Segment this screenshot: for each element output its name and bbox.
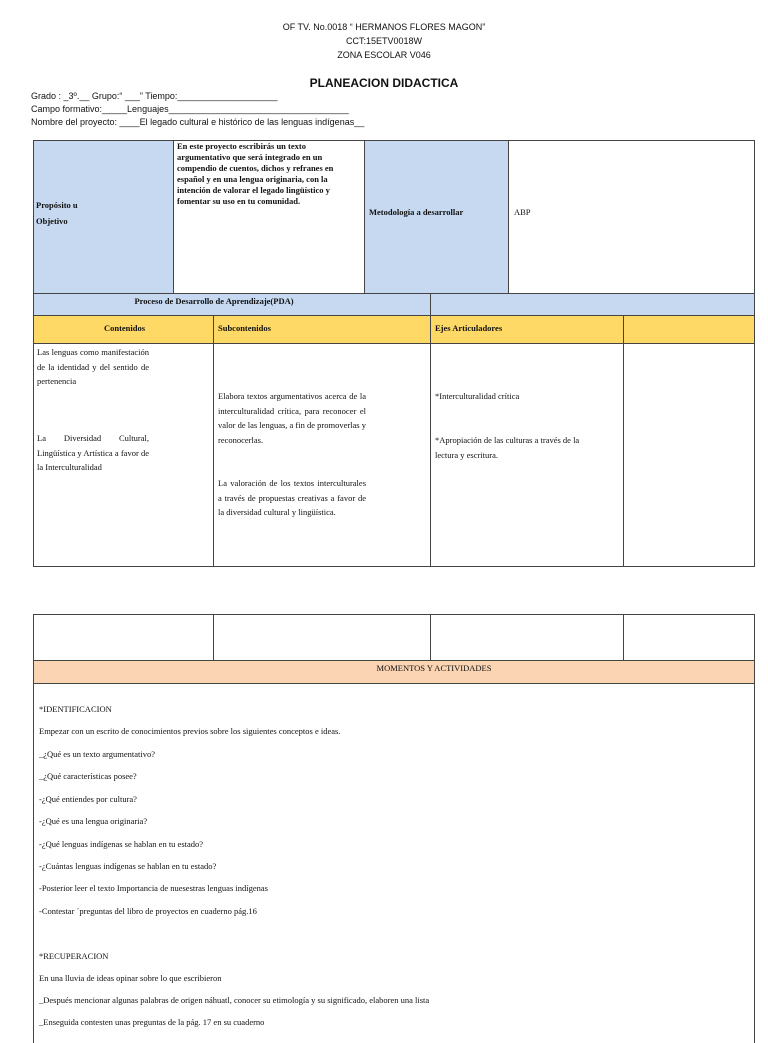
subcontenidos-header — [213, 315, 431, 344]
project-line: Nombre del proyecto: ____El legado cultural e histórico de las lenguas indígenas__ — [31, 117, 365, 127]
momentos-header — [33, 660, 755, 684]
method-label-cell — [364, 140, 509, 294]
pda-label: Proceso de Desarrollo de Aprendizaje(PDA) — [134, 296, 294, 306]
school-cct: CCT:15ETV0018W — [345, 36, 423, 46]
method-label: Metodología a desarrollar — [369, 207, 464, 217]
purpose-text-cell — [173, 140, 365, 294]
activity-line: *IDENTIFICACION — [39, 704, 112, 714]
activity-line: _Después mencionar algunas palabras de origen náhuatl, conocer su etimología y su significado, elaboren una lista — [39, 995, 430, 1005]
purpose-label-cell — [33, 140, 174, 294]
contenido-1: Las lenguas como manifestación de la identidad y del sentido de pertenencia — [37, 347, 149, 386]
t2-empty-cell-1 — [33, 614, 214, 661]
page-title: PLANEACION DIDACTICA — [309, 76, 459, 90]
activity-line: *RECUPERACION — [39, 951, 109, 961]
activity-line: -¿Qué entiendes por cultura? — [39, 794, 137, 804]
subcontenidos-header-label: Subcontenidos — [218, 323, 271, 333]
contenidos-header-label: Contenidos — [103, 323, 146, 333]
school-name: OF TV. No.0018 “ HERMANOS FLORES MAGON” — [282, 22, 486, 32]
eje-1: *Interculturalidad crítica — [435, 391, 520, 401]
activity-line: -¿Qué lenguas indígenas se hablan en tu estado? — [39, 839, 204, 849]
subcontenidos-cell — [213, 343, 431, 567]
t2-empty-cell-3 — [430, 614, 624, 661]
activity-line: _Enseguida contesten unas preguntas de la pág. 17 en su cuaderno — [39, 1017, 265, 1027]
activity-line: _¿Qué es un texto argumentativo? — [39, 749, 155, 759]
eje-2: *Apropiación de las culturas a través de la lectura y escritura. — [435, 435, 580, 460]
campo-line: Campo formativo:_____Lenguajes____________________________________ — [31, 104, 349, 114]
purpose-label: Propósito u Objetivo — [36, 200, 78, 226]
ejes-header-label: Ejes Articuladores — [435, 323, 503, 333]
contenido-2: La Diversidad Cultural, Lingüística y Artística a favor de la Interculturalidad — [37, 433, 149, 472]
subcontenido-2: La valoración de los textos interculturales a través de propuestas creativas a favor de la diversidad cultural y lingüística. — [218, 478, 366, 517]
t2-empty-cell-4 — [623, 614, 755, 661]
grade-line: Grado : _3º.__ Grupo:“ ___” Tiempo:____________________ — [31, 91, 278, 101]
activity-line: En una lluvia de ideas opinar sobre lo que escribieron — [39, 973, 222, 983]
ejes-header — [430, 315, 624, 344]
school-zone: ZONA ESCOLAR V046 — [337, 50, 431, 60]
t2-empty-cell-2 — [213, 614, 431, 661]
momentos-label: MOMENTOS Y ACTIVIDADES — [376, 663, 492, 673]
activity-line: _¿Qué características posee? — [39, 771, 137, 781]
method-value-cell — [508, 140, 755, 294]
contenidos-header — [33, 315, 214, 344]
ejes-cell — [430, 343, 624, 567]
subcontenido-1: Elabora textos argumentativos acerca de la interculturalidad crítica, para reconocer el valor de las lenguas, a fin de promoverlas y reconocerlas. — [218, 391, 366, 445]
purpose-text: En este proyecto escribirás un texto argumentativo que será integrado en un compendio de cuentos, dichos y refranes en español y en una lengua originaria, con la intención de valorar el legado lingüístico y fomentar su uso en tu comunidad. — [177, 141, 334, 206]
activity-line: Empezar con un escrito de conocimientos previos sobre los siguientes conceptos e ideas. — [39, 726, 341, 736]
activity-line: -¿Cuántas lenguas indígenas se hablan en tu estado? — [39, 861, 217, 871]
contenidos-cell — [33, 343, 214, 567]
pda-cell — [33, 293, 431, 316]
activity-line: -Contestar ´preguntas del libro de proyectos en cuaderno pág.16 — [39, 906, 257, 916]
activity-line: -Posterior leer el texto Importancia de nuesestras lenguas indígenas — [39, 883, 268, 893]
activity-line: -¿Qué es una lengua originaria? — [39, 816, 148, 826]
empty-content-cell — [623, 343, 755, 567]
empty-header — [623, 315, 755, 344]
pda-empty-cell — [430, 293, 755, 316]
method-value: ABP — [514, 207, 531, 217]
